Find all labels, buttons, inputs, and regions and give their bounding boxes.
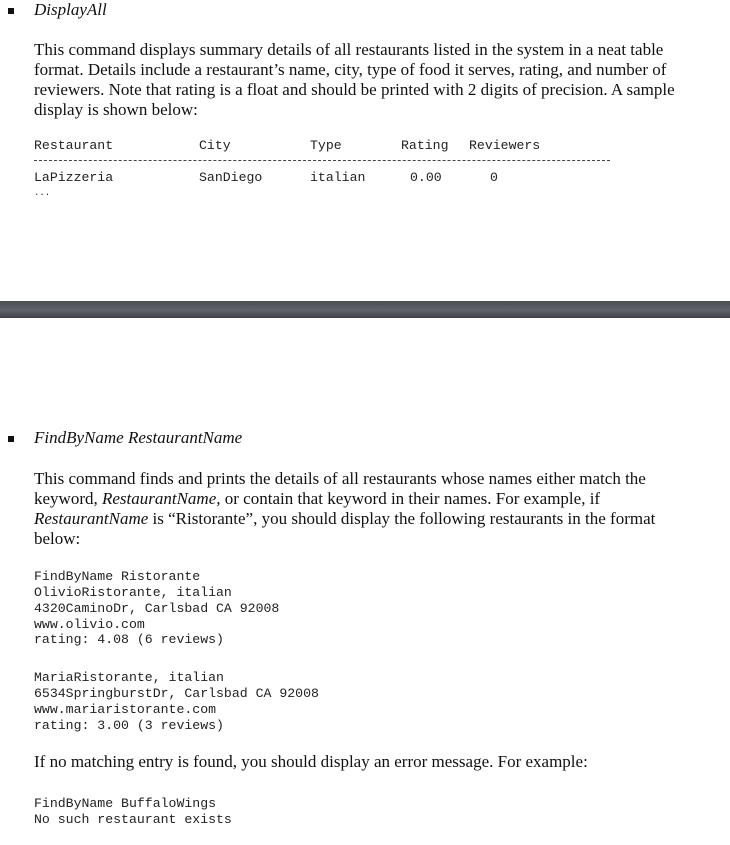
description-line: format. Details include a restaurant’s name, city, type of food it serves, rating, and number of bbox=[34, 60, 667, 79]
table-header-city: City bbox=[199, 138, 231, 153]
table-cell-type: italian bbox=[310, 170, 366, 185]
code-line: MariaRistorante, italian bbox=[34, 670, 224, 685]
table-header-rating: Rating bbox=[401, 138, 449, 153]
find-by-name-description bbox=[34, 469, 686, 549]
description-line: This command displays summary details of all restaurants listed in the system in a neat table bbox=[34, 40, 664, 59]
table-separator bbox=[34, 160, 610, 161]
description-line: keyword, RestaurantName, or contain that keyword in their names. For example, if bbox=[34, 489, 601, 508]
code-line: FindByName Ristorante bbox=[34, 569, 201, 584]
bullet-icon bbox=[8, 436, 14, 442]
code-line: OlivioRistorante, italian bbox=[34, 585, 232, 600]
table-ellipsis: ... bbox=[34, 188, 51, 198]
display-all-heading: DisplayAll bbox=[34, 0, 107, 19]
no-match-paragraph: If no matching entry is found, you should display an error message. For example: bbox=[34, 752, 588, 771]
code-line: FindByName BuffaloWings bbox=[34, 796, 217, 811]
table-cell-city: SanDiego bbox=[199, 170, 263, 185]
table-header-reviewers: Reviewers bbox=[469, 138, 541, 153]
table-cell-restaurant: LaPizzeria bbox=[34, 170, 114, 185]
description-line: RestaurantName is “Ristorante”, you should display the following restaurants in the format bbox=[34, 509, 656, 528]
description-line: reviewers. Note that rating is a float and should be printed with 2 digits of precision. A sample bbox=[34, 80, 675, 99]
table-cell-reviewers: 0 bbox=[490, 170, 498, 185]
display-all-description bbox=[34, 40, 686, 120]
table-cell-rating: 0.00 bbox=[410, 170, 442, 185]
page-divider bbox=[0, 301, 730, 318]
italic-term: RestaurantName bbox=[34, 509, 149, 528]
description-line: display is shown below: bbox=[34, 100, 198, 119]
code-line: 4320CaminoDr, Carlsbad CA 92008 bbox=[34, 601, 280, 616]
code-line: rating: 4.08 (6 reviews) bbox=[34, 632, 224, 647]
description-line: below: bbox=[34, 529, 81, 548]
description-line: This command finds and prints the details of all restaurants whose names either match the bbox=[34, 469, 646, 488]
code-line: 6534SpringburstDr, Carlsbad CA 92008 bbox=[34, 686, 319, 701]
table-header-restaurant: Restaurant bbox=[34, 138, 114, 153]
code-line: rating: 3.00 (3 reviews) bbox=[34, 718, 224, 733]
bullet-icon bbox=[8, 8, 14, 14]
find-by-name-heading: FindByName RestaurantName bbox=[34, 428, 243, 447]
code-line: www.olivio.com bbox=[34, 617, 145, 632]
code-line: www.mariaristorante.com bbox=[34, 702, 217, 717]
code-line: No such restaurant exists bbox=[34, 812, 232, 827]
italic-term: RestaurantName, bbox=[101, 489, 221, 508]
table-header-type: Type bbox=[310, 138, 342, 153]
